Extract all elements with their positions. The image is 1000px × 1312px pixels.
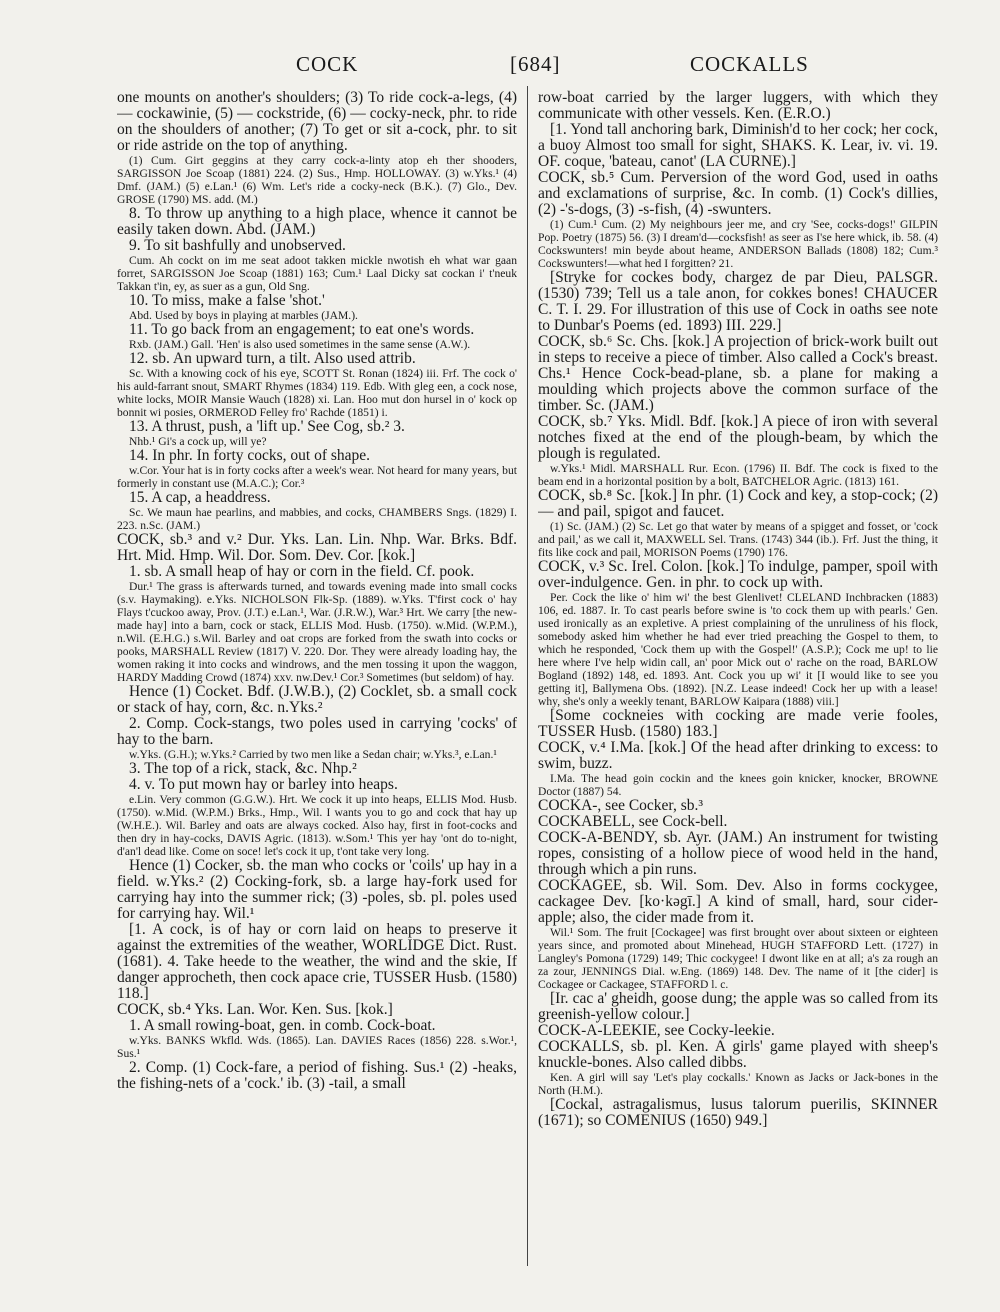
left-column	[117, 90, 517, 1270]
page-number: [684]	[510, 52, 561, 76]
definition-paragraph: COCKALLS, sb. pl. Ken. A girls' game played with sheep's knuckle-bones. Also called dibbs.	[538, 1038, 938, 1071]
definition-paragraph: 4. v. To put mown hay or barley into heaps.	[129, 776, 398, 793]
definition-paragraph: 2. Comp. Cock-stangs, two poles used in carrying 'cocks' of hay to the barn.	[117, 715, 517, 748]
citation-paragraph: e.Lin. Very common (G.G.W.). Hrt. We cock it up into heaps, ELLIS Mod. Husb. (1750). w.Mid. (W.P.M.) Brks., Hmp., Wil. I wants you to go and cock that hay up (W.H.E.). Wil. Barley and oats are always cocked. Also hay, first in foot-cocks and then dry in hay-cocks, DAVIS Agric. (1813). w.Som.¹ This yer hay 'ont do to-night, d'an'l dead like. Come on soce! let's cock it up, t'ont take very long.	[117, 793, 517, 858]
definition-paragraph: one mounts on another's shoulders; (3) To ride cock-a-legs, (4) — cockawinie, (5) — cockstride, (6) — cocky-neck, phr. to ride on the shoulders of another; (7) To get or sit a-cock, phr. to sit or ride astride on the top of anything.	[117, 90, 517, 154]
definition-paragraph: 14. In phr. In forty cocks, out of shape.	[129, 447, 371, 464]
definition-paragraph: [Cockal, astragalismus, lusus talorum puerilis, SKINNER (1671); so COMENIUS (1650) 949.]	[538, 1096, 938, 1129]
right-column	[538, 90, 938, 1270]
definition-paragraph: 1. sb. A small heap of hay or corn in the field. Cf. pook.	[129, 563, 475, 580]
citation-paragraph: w.Yks.¹ Midl. MARSHALL Rur. Econ. (1796) II. Bdf. The cock is fixed to the beam end in a horizontal position by a bolt, BATCHELOR Agric. (1813) 161.	[538, 462, 938, 488]
running-header	[118, 52, 898, 82]
definition-paragraph: COCK-A-LEEKIE, see Cocky-leekie.	[538, 1022, 775, 1039]
definition-paragraph: COCK, sb.³ and v.² Dur. Yks. Lan. Lin. Nhp. War. Brks. Bdf. Hrt. Mid. Hmp. Wil. Dor. Som. Dev. Cor. [kok.]	[117, 531, 517, 564]
definition-paragraph: [1. Yond tall anchoring bark, Diminish'd to her cock; her cock, a buoy Almost too small for sight, SHAKS. K. Lear, iv. vi. 19. OF. coque, 'bateau, canot' (LA CURNE).]	[538, 121, 938, 170]
definition-paragraph: COCK, sb.⁴ Yks. Lan. Wor. Ken. Sus. [kok.]	[117, 1001, 393, 1018]
citation-paragraph: Wil.¹ Som. The fruit [Cockagee] was first brought over about sixteen or eighteen years since, and promoted about Minehead, HUGH STAFFORD Lett. (1727) in Langley's Pomona (1729) 149; Thic cockygee! I dwont like en at all; a's za rough an za zour, JENNINGS Dial. w.Eng. (1869) 148. Dev. The name of it [the cider] is Cockagee or Cackagee, STAFFORD l. c.	[538, 926, 938, 991]
definition-paragraph: [Ir. cac a' gheidh, goose dung; the apple was so called from its greenish-yellow colour.]	[538, 990, 938, 1023]
definition-paragraph: 1. A small rowing-boat, gen. in comb. Cock-boat.	[129, 1017, 436, 1034]
definition-paragraph: row-boat carried by the larger luggers, with which they communicate with other vessels. Ken. (E.R.O.)	[538, 90, 938, 122]
citation-paragraph: Nhb.¹ Gi's a cock up, will ye?	[129, 435, 267, 448]
definition-paragraph: COCK, v.⁴ I.Ma. [kok.] Of the head after drinking to excess: to swim, buzz.	[538, 739, 938, 772]
citation-paragraph: Dur.¹ The grass is afterwards turned, and towards evening made into small cocks (s.v. Haymaking). e.Yks. NICHOLSON Flk-Sp. (1889). w.Yks. T'first cock o' hay Flays t'cuckoo away, Prov. (J.T.) e.Lan.¹, War. (J.R.W.), War.³ Hrt. We carry [the new-made hay] into a barn, cock or stack, ELLIS Mod. Husb. (1750). w.Mid. (W.P.M.), n.Wil. (E.H.G.) s.Wil. Barley and oat crops are forked from the swath into cocks or pooks, MARSHALL Review (1817) V. 220. Dor. They were already loading hay, the women raking it into cocks and windrows, and the men tossing it upon the waggon, HARDY Madding Crowd (1874) xxv. nw.Dev.¹ Cor.³ Sometimes (but seldom) of hay.	[117, 580, 517, 684]
citation-paragraph: Rxb. (JAM.) Gall. 'Hen' is also used sometimes in the same sense (A.W.).	[129, 338, 471, 351]
definition-paragraph: 10. To miss, make a false 'shot.'	[129, 292, 325, 309]
definition-paragraph: COCK, sb.⁶ Sc. Chs. [kok.] A projection of brick-work built out in steps to receive a piece of timber. Also called a Cock's breast. Chs.¹ Hence Cock-bead-plane, sb. a plane for making a moulding which projects above the common surface of the timber. Sc. (JAM.)	[538, 333, 938, 414]
citation-paragraph: (1) Sc. (JAM.) (2) Sc. Let go that water by means of a spigget and fosset, or 'cock and pail,' as we call it, MAXWELL Sel. Trans. (1743) 344 (ib.). Frf. Just the thing, it fits like cock and pail, MORISON Poems (1790) 176.	[538, 520, 938, 559]
definition-paragraph: 13. A thrust, push, a 'lift up.' See Cog, sb.² 3.	[129, 418, 405, 435]
citation-paragraph: (1) Cum. Girt geggins at they carry cock-a-linty atop eh ther shooders, SARGISSON Joe Scoap (1881) 224. (2) Sus., Hmp. HOLLOWAY. (3) w.Yks.¹ (4) Dmf. (JAM.) (5) e.Lan.¹ (6) Wm. Let's ride a cocky-neck (B.K.). (7) Glo., Dev. GROSE (1790) MS. add. (M.)	[117, 154, 517, 206]
definition-paragraph: [1. A cock, is of hay or corn laid on heaps to preserve it against the extremities of the weather, WORLIDGE Dict. Rust. (1681). 4. Take heede to the weather, the wind and the skie, If danger approcheth, then cock apace crie, TUSSER Husb. (1580) 118.]	[117, 921, 517, 1002]
definition-paragraph: 2. Comp. (1) Cock-fare, a period of fishing. Sus.¹ (2) -heaks, the fishing-nets of a 'cock.' ib. (3) -tail, a small	[117, 1059, 517, 1092]
definition-paragraph: 15. A cap, a headdress.	[129, 489, 271, 506]
header-left-guideword: COCK	[296, 52, 359, 76]
definition-paragraph: 9. To sit bashfully and unobserved.	[129, 237, 346, 254]
definition-paragraph: 8. To throw up anything to a high place, whence it cannot be easily taken down. Abd. (JAM.)	[117, 205, 517, 238]
definition-paragraph: Hence (1) Cocker, sb. the man who cocks or 'coils' up hay in a field. w.Yks.² (2) Cocking-fork, sb. a large hay-fork used for carrying hay into the summer rick; (3) -poles, sb. pl. poles used for carrying hay. Wil.¹	[117, 857, 517, 922]
definition-paragraph: 11. To go back from an engagement; to eat one's words.	[129, 321, 475, 338]
definition-paragraph: COCK-A-BENDY, sb. Ayr. (JAM.) An instrument for twisting ropes, consisting of a hollow piece of wood held in the hand, through which a pin runs.	[538, 829, 938, 878]
citation-paragraph: w.Yks. BANKS Wkfld. Wds. (1865). Lan. DAVIES Races (1856) 228. s.Wor.¹, Sus.¹	[117, 1034, 517, 1060]
column-divider	[527, 86, 528, 1266]
citation-paragraph: Abd. Used by boys in playing at marbles (JAM.).	[129, 309, 358, 322]
definition-paragraph: COCK, sb.⁸ Sc. [kok.] In phr. (1) Cock and key, a stop-cock; (2) — and pail, spigot and faucet.	[538, 487, 938, 520]
definition-paragraph: COCKA-, see Cocker, sb.³	[538, 797, 704, 814]
definition-paragraph: Hence (1) Cocket. Bdf. (J.W.B.), (2) Cocklet, sb. a small cock or stack of hay, corn, &c. n.Yks.²	[117, 683, 517, 716]
citation-paragraph: Sc. With a knowing cock of his eye, SCOTT St. Ronan (1824) iii. Frf. The cock o' his auld-farrant snout, SMART Rhymes (1834) 119. Edb. With gleg een, a cock nose, white locks, MOIR Mansie Wauch (1828) xi. Lan. Hoo mut don hursel in o' kock op bonnit wi posies, ORMEROD Felley fro' Rachde (1851) i.	[117, 367, 517, 419]
header-right-guideword: COCKALLS	[690, 52, 809, 76]
citation-paragraph: Sc. We maun hae pearlins, and mabbies, and cocks, CHAMBERS Sngs. (1829) I. 223. n.Sc. (JAM.)	[117, 506, 517, 532]
citation-paragraph: Ken. A girl will say 'Let's play cockalls.' Known as Jacks or Jack-bones in the North (H.M.).	[538, 1071, 938, 1097]
definition-paragraph: 12. sb. An upward turn, a tilt. Also used attrib.	[129, 350, 416, 367]
definition-paragraph: 3. The top of a rick, stack, &c. Nhp.²	[129, 760, 357, 777]
definition-paragraph: COCK, sb.⁵ Cum. Perversion of the word God, used in oaths and exclamations of surprise, &c. In comb. (1) Cock's dillies, (2) -'s-dogs, (3) -s-fish, (4) -swunters.	[538, 169, 938, 218]
definition-paragraph: COCK, v.³ Sc. Irel. Colon. [kok.] To indulge, pamper, spoil with over-indulgence. Gen. in phr. to cock up with.	[538, 558, 938, 591]
citation-paragraph: (1) Cum.¹ Cum. (2) My neighbours jeer me, and cry 'See, cocks-dogs!' GILPIN Pop. Poetry (1875) 56. (3) I dream'd—cocksfish! as seer as I'se here whick, ib. 58. (4) Cockswunters! min beyde about heame, ANDERSON Ballads (1808) 182; Cum.³ Cockswunters!—what hed I forgitten? 21.	[538, 218, 938, 270]
definition-paragraph: [Some cockneies with cocking are made verie fooles, TUSSER Husb. (1580) 183.]	[538, 707, 938, 740]
definition-paragraph: COCKABELL, see Cock-bell.	[538, 813, 728, 830]
definition-paragraph: COCK, sb.⁷ Yks. Midl. Bdf. [kok.] A piece of iron with several notches fixed at the end of the plough-beam, by which the plough is regulated.	[538, 413, 938, 462]
definition-paragraph: COCKAGEE, sb. Wil. Som. Dev. Also in forms cockygee, cackagee Dev. [ko·kəgī.] A kind of small, hard, sour cider-apple; also, the cider made from it.	[538, 877, 938, 926]
citation-paragraph: w.Yks. (G.H.); w.Yks.² Carried by two men like a Sedan chair; w.Yks.³, e.Lan.¹	[129, 748, 497, 761]
definition-paragraph: [Stryke for cockes body, chargez de par Dieu, PALSGR. (1530) 739; Tell us a tale anon, for cokkes bones! CHAUCER C. T. I. 29. For illustration of this use of Cock in oaths see note to Dunbar's Poems (ed. 1893) III. 229.]	[538, 269, 938, 334]
citation-paragraph: I.Ma. The head goin cockin and the knees goin knicker, knocker, BROWNE Doctor (1887) 54.	[538, 772, 938, 798]
citation-paragraph: w.Cor. Your hat is in forty cocks after a week's wear. Not heard for many years, but formerly in constant use (M.A.C.); Cor.³	[117, 464, 517, 490]
citation-paragraph: Per. Cock the like o' him wi' the best Glenlivet! CLELAND Inchbracken (1883) 106, ed. 1887. Ir. To cast pearls before swine is 'to cock them up with pearls.' Gen. used ironically as an expletive. A priest complaining of the unruliness of his flock, somebody asked him whether he had ever tried preaching the Gospel to them, to which he responded, 'Cock them up with the Gospel!' (A.S.P.); Cock me up! to lie here where I've help widin call, an' poor Mick out o' rache on the road, BARLOW Bogland (1892) 148, ed. 1893. Ant. Cock you up wi' it [I would like to see you getting it], Ballymena Obs. (1892). [N.Z. Lease indeed! Cock her up with a lease! why, she's only a weekly tenant, BARLOW Kaipara (1888) viii.]	[538, 591, 938, 708]
citation-paragraph: Cum. Ah cockt on im me seat adoot takken mickle nwotish eh what war gaan forret, SARGISSON Joe Scoap (1881) 163; Cum.¹ Laal Dicky sat cockan i' t'neuk Takkan t'in, ey, as suer as a gun, Old Sng.	[117, 254, 517, 293]
